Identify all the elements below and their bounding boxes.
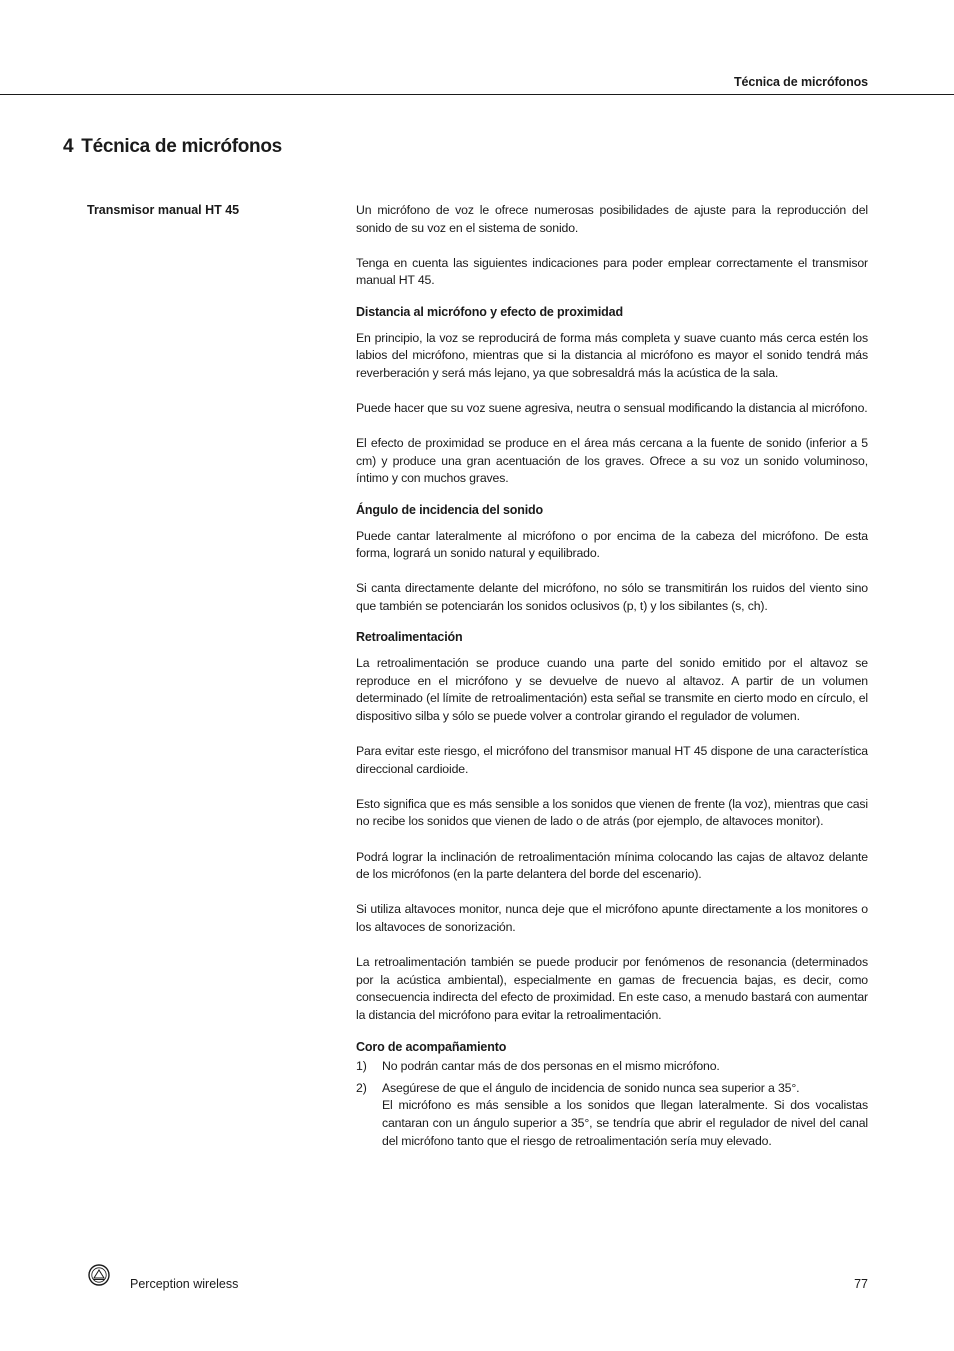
subsection-heading-feedback: Retroalimentación <box>356 630 463 645</box>
subsection-heading-proximity: Distancia al micrófono y efecto de proximidad <box>356 304 623 319</box>
body-paragraph: La retroalimentación también se puede producir por fenómenos de resonancia (determinados por la acústica ambiental), especialmente en gamas de frecuencia bajas, es decir, como consecuencia indirecta del efecto de proximidad. En este caso, a menudo bastará con aumentar la distancia del micrófono para evitar la retroalimentación. <box>356 955 868 1022</box>
chapter-title-text: Técnica de micrófonos <box>81 136 282 157</box>
running-header-title: Técnica de micrófonos <box>733 75 868 89</box>
body-paragraph: En principio, la voz se reproducirá de forma más completa y suave cuanto más cerca estén los labios del micrófono, mientras que si la distancia al micrófono es mayor el sonido tendrá más reverberación y será más lejano, ya que sobresaldrá más la acústica de la sala. <box>356 330 868 380</box>
body-paragraph: El efecto de proximidad se produce en el área más cercana a la fuente de sonido (inferior a 5 cm) y produce una gran acentuación de los graves. Ofrece a su voz un sonido voluminoso, íntimo y con muchos graves. <box>356 436 868 486</box>
list-item-note: El micrófono es más sensible a los sonidos que llegan lateralmente. Si dos vocalistas cantaran con un ángulo superior a 35°, se tendría que abrir el regulador de nivel del canal del micrófono tanto que el riesgo de retroalimentación sería muy elevado. <box>382 1098 868 1148</box>
subsection-heading-choir: Coro de acompañamiento <box>356 1039 507 1054</box>
chapter-title <box>63 136 282 158</box>
body-paragraph: Si utiliza altavoces monitor, nunca deje que el micrófono apunte directamente a los monitores o los altavoces de sonorización. <box>356 902 868 934</box>
body-paragraph: Si canta directamente delante del micrófono, no sólo se transmitirán los ruidos del viento sino que también se potenciarán los sonidos oclusivos (p, t) y los sibilantes (s, ch). <box>356 581 868 613</box>
choir-list <box>356 1058 868 1150</box>
chapter-number: 4 <box>63 136 74 157</box>
list-item-text: No podrán cantar más de dos personas en el mismo micrófono. <box>382 1059 720 1074</box>
footer-product-name: Perception wireless <box>130 1277 239 1291</box>
body-paragraph: Podrá lograr la inclinación de retroalimentación mínima colocando las cajas de altavoz delante de los micrófonos (en la parte delantera del borde del escenario). <box>356 849 868 882</box>
list-marker: 1) <box>356 1059 367 1074</box>
list-item-text: Asegúrese de que el ángulo de incidencia de sonido nunca sea superior a 35°. <box>382 1080 800 1095</box>
body-paragraph: Puede hacer que su voz suene agresiva, neutra o sensual modificando la distancia al micrófono. <box>356 400 868 415</box>
page-number: 77 <box>854 1277 868 1291</box>
list-item <box>356 1080 868 1150</box>
body-paragraph: Para evitar este riesgo, el micrófono del transmisor manual HT 45 dispone de una característica direccional cardioide. <box>356 744 868 776</box>
body-paragraph: La retroalimentación se produce cuando una parte del sonido emitido por el altavoz se reproduce en el micrófono y se devuelve de nuevo al altavoz. A partir de un volumen determinado (el límite de retroalimentación) esta señal se transmite en cierto modo en círculo, el dispositivo silba y sólo se puede volver a controlar girando el regulador de volumen. <box>356 656 868 723</box>
body-paragraph: Esto significa que es más sensible a los sonidos que vienen de frente (la voz), mientras que casi no recibe los sonidos que vienen de lado o de atrás (por ejemplo, de altavoces monitor). <box>356 796 868 829</box>
main-text-column <box>356 202 868 1153</box>
header-divider <box>0 94 954 95</box>
section-side-heading: Transmisor manual HT 45 <box>87 203 240 217</box>
intro-paragraph: Un micrófono de voz le ofrece numerosas posibilidades de ajuste para la reproducción del sonido de su voz en el sistema de sonido. <box>356 203 868 235</box>
body-paragraph: Puede cantar lateralmente al micrófono o por encima de la cabeza del micrófono. De esta forma, logrará un sonido natural y equilibrado. <box>356 528 868 561</box>
list-item <box>356 1058 868 1076</box>
akg-logo-icon <box>88 1264 110 1286</box>
intro-paragraph: Tenga en cuenta las siguientes indicaciones para poder emplear correctamente el transmisor manual HT 45. <box>356 255 868 288</box>
subsection-heading-angle: Ángulo de incidencia del sonido <box>356 502 544 517</box>
list-marker: 2) <box>356 1080 367 1095</box>
